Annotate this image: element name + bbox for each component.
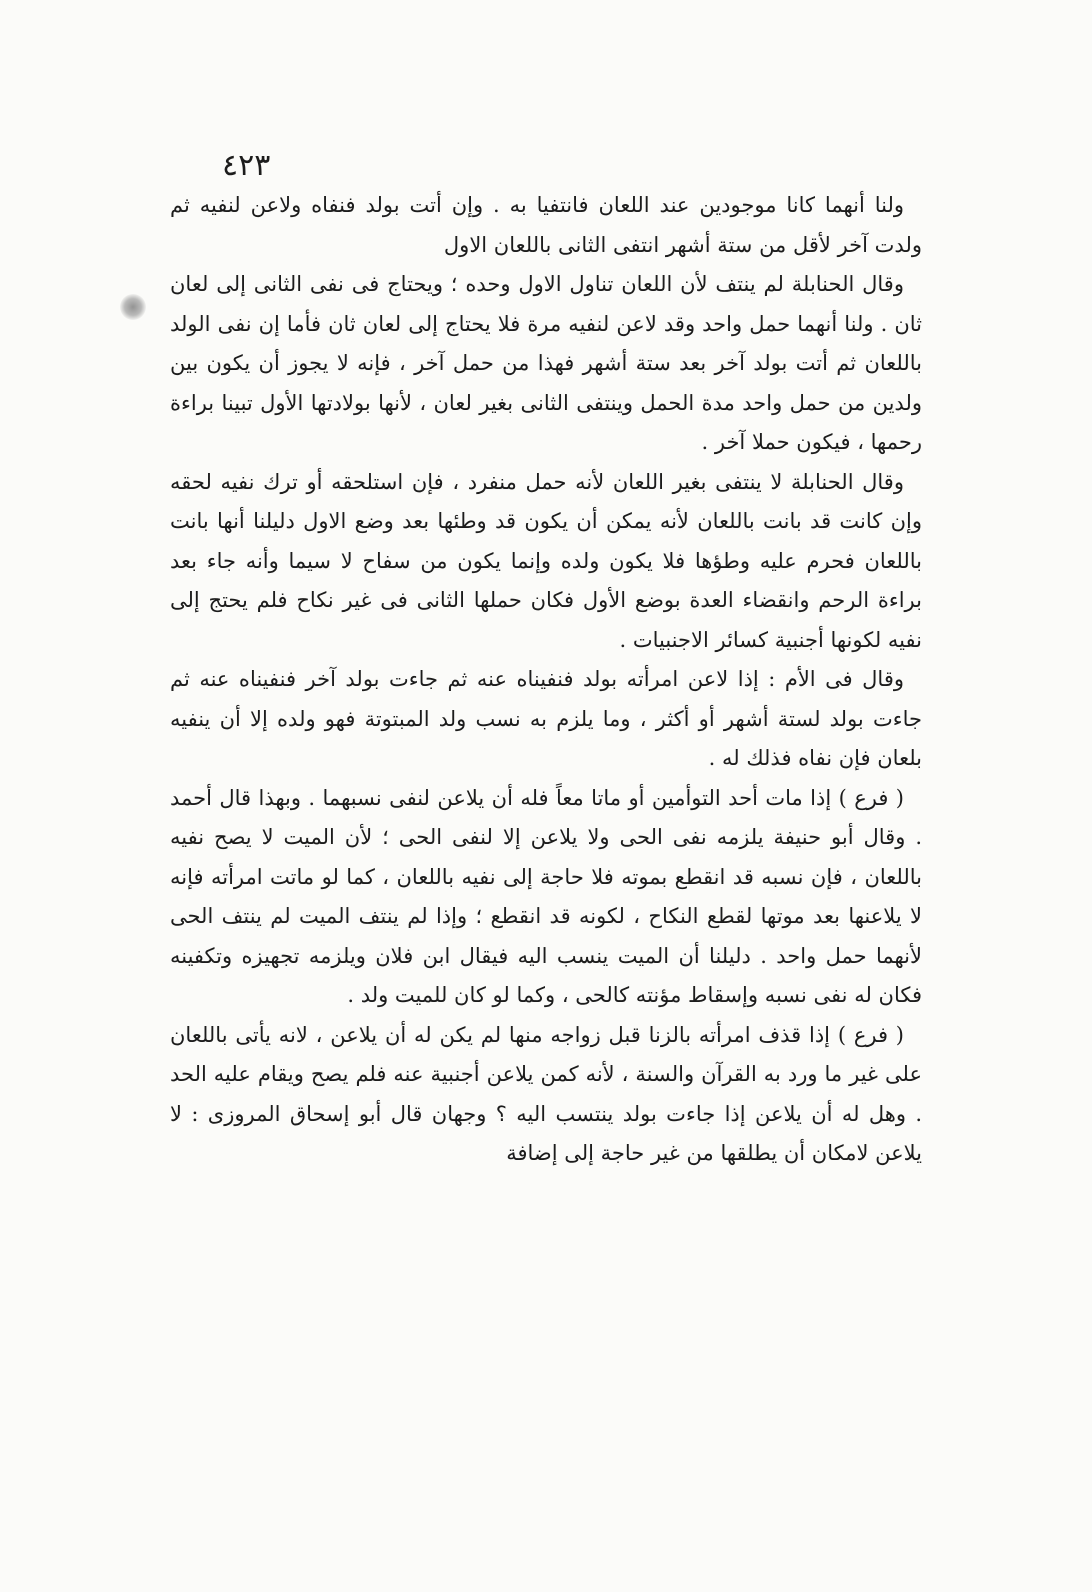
page-number: ٤٢٣ <box>222 148 271 183</box>
ink-stain <box>120 294 146 320</box>
paragraph-2: وقال الحنابلة لم ينتف لأن اللعان تناول الاول وحده ؛ ويحتاج فى نفى الثانى إلى لعان ثان . ولنا أنهما حمل واحد وقد لاعن لنفيه مرة فلا يحتاج إلى لعان ثان فأما إن نفى الولد باللعان ثم أتت بولد آخر بعد ستة أشهر فهذا من حمل آخر ، فإنه لا يجوز أن يكون بين ولدين من حمل واحد مدة الحمل وينتفى الثانى بغير لعان ، لأنها بولادتها الأول تبينا براءة رحمها ، فيكون حملا آخر . <box>170 272 922 454</box>
paragraph-5: ( فرع ) إذا مات أحد التوأمين أو ماتا معاً فله أن يلاعن لنفى نسبهما . وبهذا قال أحمد . وقال أبو حنيفة يلزمه نفى الحى ولا يلاعن إلا لنفى الحى ؛ لأن الميت لا يصح نفيه باللعان ، فإن نسبه قد انقطع بموته فلا حاجة إلى نفيه باللعان ، كما لو ماتت امرأته فإنه لا يلاعنها بعد موتها لقطع النكاح ، لكونه قد انقطع ؛ وإذا لم ينتف الميت لم ينتف الحى لأنهما حمل واحد . دليلنا أن الميت ينسب اليه فيقال ابن فلان ويلزمه تجهيزه وتكفينه فكان له نفى نسبه وإسقاط مؤنته كالحى ، وكما لو كان للميت ولد . <box>170 785 922 1007</box>
paragraph-1: ولنا أنهما كانا موجودين عند اللعان فانتفيا به . وإن أتت بولد فنفاه ولاعن لنفيه ثم ولدت آخر لأقل من ستة أشهر انتفى الثانى باللعان الاول <box>170 193 922 257</box>
body-text <box>170 186 922 1174</box>
paragraph-6: ( فرع ) إذا قذف امرأته بالزنا قبل زواجه منها لم يكن له أن يلاعن ، لانه يأتى باللعان على غير ما ورد به القرآن والسنة ، لأنه كمن يلاعن أجنبية عنه فلم يصح ويقام عليه الحد . وهل له أن يلاعن إذا جاءت بولد ينتسب اليه ؟ وجهان قال أبو إسحاق المروزى : لا يلاعن لامكان أن يطلقها من غير حاجة إلى إضافة <box>170 1022 922 1165</box>
paragraph-3: وقال الحنابلة لا ينتفى بغير اللعان لأنه حمل منفرد ، فإن استلحقه أو ترك نفيه لحقه وإن كانت قد بانت باللعان لأنه يمكن أن يكون قد وطئها بعد وضع الاول دليلنا أنها بانت باللعان فحرم عليه وطؤها فلا يكون ولده وإنما يكون من سفاح لا سيما وأنه جاء بعد براءة الرحم وانقضاء العدة بوضع الأول فكان حملها الثانى فى غير نكاح فلم يحتج إلى نفيه لكونها أجنبية كسائر الاجنبيات . <box>170 469 922 652</box>
paragraph-4: وقال فى الأم : إذا لاعن امرأته بولد فنفيناه عنه ثم جاءت بولد آخر فنفيناه عنه ثم جاءت بولد لستة أشهر أو أكثر ، وما يلزم به نسب ولد المبتوتة فهو ولده إلا أن ينفيه بلعان فإن نفاه فذلك له . <box>170 667 922 770</box>
